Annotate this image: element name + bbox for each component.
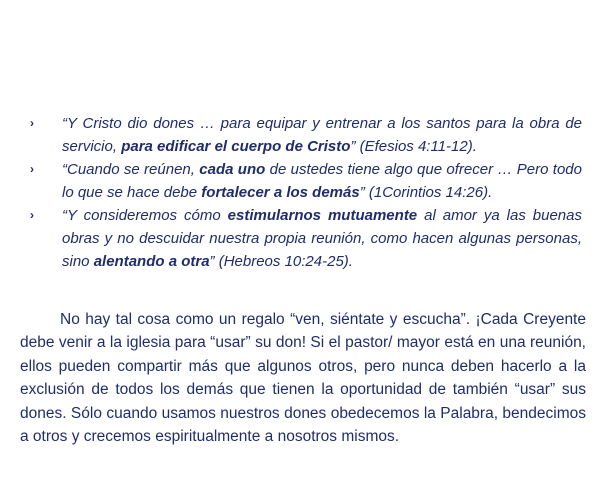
quote-emphasis: fortalecer a los demás bbox=[201, 184, 360, 201]
quote-emphasis: estimularnos mutuamente bbox=[227, 207, 418, 224]
bullet-item bbox=[0, 112, 600, 158]
quote-emphasis: para edificar el cuerpo de Cristo bbox=[121, 138, 351, 155]
chevron-right-icon: › bbox=[30, 208, 34, 222]
scripture-bullet-list bbox=[0, 112, 600, 273]
bullet-item bbox=[0, 158, 600, 204]
quote-reference: ” (Efesios 4:11-12). bbox=[350, 138, 477, 155]
quote-text: “Y consideremos cómo bbox=[62, 207, 228, 224]
bullet-item bbox=[0, 204, 600, 273]
bullet-quote bbox=[62, 158, 582, 204]
quote-text: al amor ya las buenas obras y no descuidar nuestra propia reunión, como hacen algunas personas, sino bbox=[62, 207, 582, 270]
quote-text: de ustedes tiene algo que ofrecer … Pero todo lo que se hace debe bbox=[62, 161, 582, 201]
chevron-right-icon: › bbox=[30, 116, 34, 130]
quote-reference: ” (Hebreos 10:24-25). bbox=[209, 253, 353, 270]
quote-text: “Y Cristo dio dones … para equipar y entrenar a los santos para la obra de servicio, bbox=[62, 115, 582, 155]
bullet-quote bbox=[62, 204, 582, 273]
quote-text: “Cuando se reúnen, bbox=[62, 161, 200, 178]
body-paragraph: No hay tal cosa como un regalo “ven, siéntate y escucha”. ¡Cada Creyente debe venir a la iglesia para “usar” su don! Si el pastor/ mayor está en una reunión, ellos pueden compartir más que algunos otros, pero nunca deben hacerlo a la exclusión de todos los demás que tienen la oportunidad de también “usar” sus dones. Sólo cuando usamos nuestros dones obedecemos la Palabra, bendecimos a otros y crecemos espiritualmente a nosotros mismos. bbox=[20, 310, 586, 446]
quote-emphasis: alentando a otra bbox=[93, 253, 210, 270]
quote-reference: ” (1Corintios 14:26). bbox=[359, 184, 493, 201]
bullet-quote bbox=[62, 112, 582, 158]
quote-emphasis: cada uno bbox=[199, 161, 266, 178]
chevron-right-icon: › bbox=[30, 162, 34, 176]
